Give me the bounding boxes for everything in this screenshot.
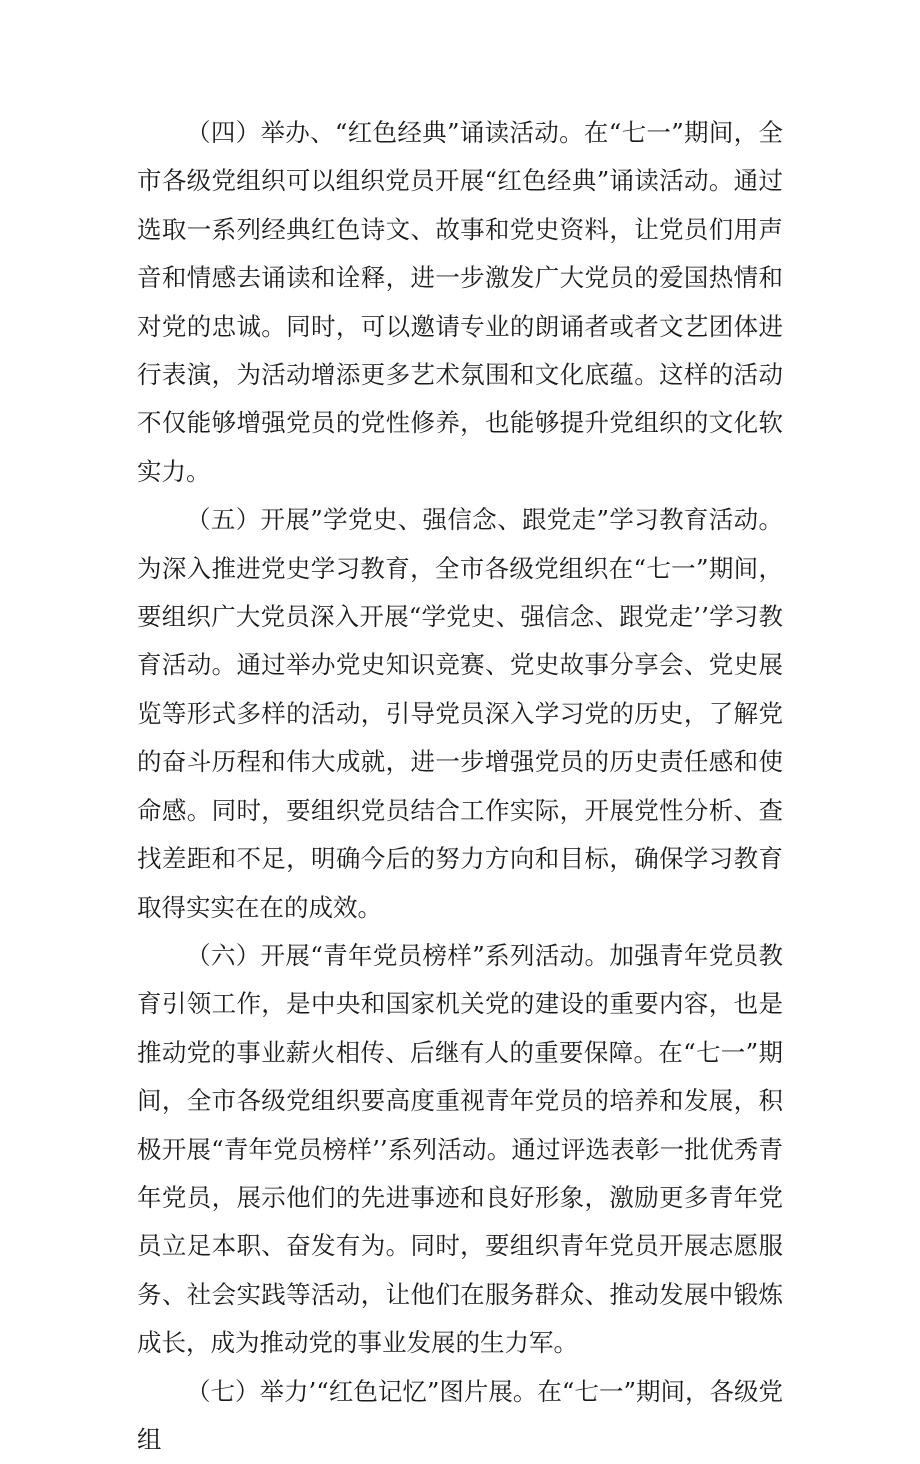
paragraph-section-5: （五）开展”学党史、强信念、跟党走”学习教育活动。为深入推进党史学习教育，全市各级党组织在“七一”期间，要组织广大党员深入开展“学党史、强信念、跟党走’’学习教育活动。通过举办党史知识竞赛、党史故事分享会、党史展览等形式多样的活动，引导党员深入学习党的历史，了解党的奋斗历程和伟大成就，进一步增强党员的历史责任感和使命感。同时，要组织党员结合工作实际，开展党性分析、查找差距和不足，明确今后的努力方向和目标，确保学习教育取得实实在在的成效。 [137, 505, 783, 922]
paragraph-section-6: （六）开展“青年党员榜样”系列活动。加强青年党员教育引领工作，是中央和国家机关党的建设的重要内容，也是推动党的事业薪火相传、后继有人的重要保障。在“七一”期间，全市各级党组织要高度重视青年党员的培养和发展，积极开展“青年党员榜样’’系列活动。通过评选表彰一批优秀青年党员，展示他们的先进事迹和良好形象，激励更多青年党员立足本职、奋发有为。同时，要组织青年党员开展志愿服务、社会实践等活动，让他们在服务群众、推动发展中锻炼成长，成为推动党的事业发展的生力军。 [137, 940, 783, 1358]
paragraph-section-4: （四）举办、“红色经典”诵读活动。在“七一”期间，全市各级党组织可以组织党员开展“红色经典”诵读活动。通过选取一系列经典红色诗文、故事和党史资料，让党员们用声音和情感去诵读和诠释，进一步激发广大党员的爱国热情和对党的忠诚。同时，可以邀请专业的朗诵者或者文艺团体进行表演，为活动增添更多艺术氛围和文化底蕴。这样的活动不仅能够增强党员的党性修养，也能够提升党组织的文化软实力。 [137, 118, 783, 486]
document-body [137, 109, 783, 1464]
paragraph-section-7: （七）举力’“红色记忆”图片展。在“七一”期间，各级党组 [137, 1376, 783, 1454]
